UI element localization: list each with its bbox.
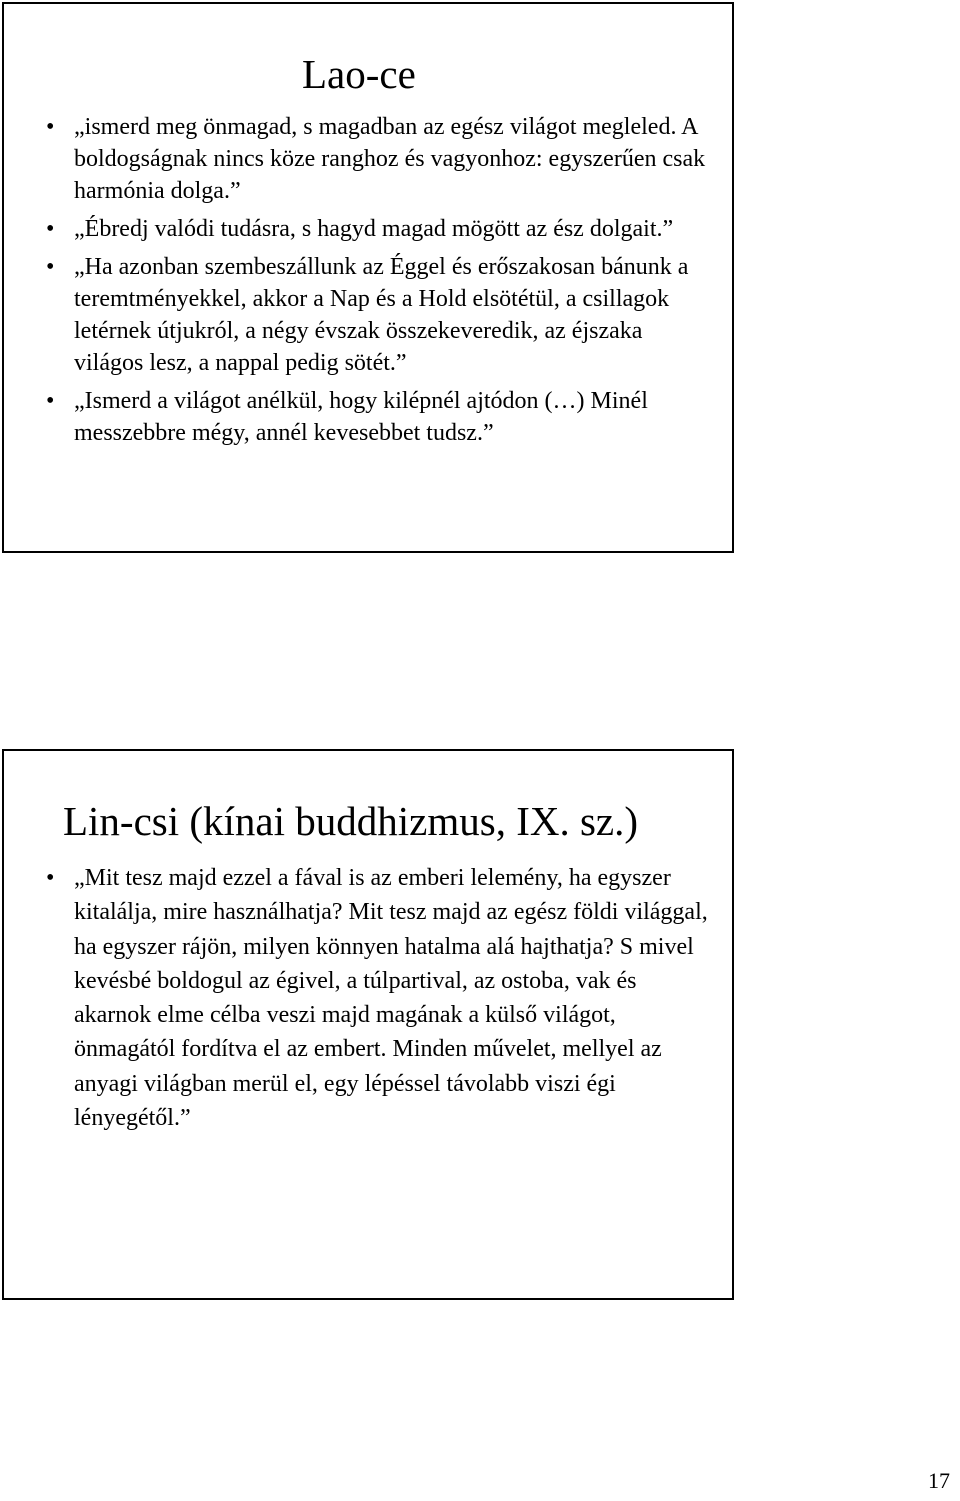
bullet-list	[74, 111, 714, 455]
page-number: 17	[928, 1468, 950, 1493]
bullet-item: • „ismerd meg önmagad, s magadban az egész világot megleled. A boldogságnak nincs köze ranghoz és vagyonhoz: egyszerűen csak harmónia dolga.”	[74, 111, 714, 207]
slide-title: Lao-ce	[302, 51, 416, 97]
bullet-item: • „Mit tesz majd ezzel a fával is az emberi lelemény, ha egyszer kitalálja, mire használhatja? Mit tesz majd az egész földi világgal, ha egyszer rájön, milyen könnyen hatalma alá hajthatja? S mivel kevésbé boldogul az égivel, a túlpartival, az ostoba, vak és akarnok elme célba veszi majd magának a külső világot, önmagától fordítva el az embert. Minden művelet, mellyel az anyagi világban merül el, egy lépéssel távolabb viszi égi lényegétől.”	[74, 861, 714, 1135]
slide-title: Lin-csi (kínai buddhizmus, IX. sz.)	[63, 798, 639, 844]
slide-lin-csi	[2, 749, 734, 1300]
bullet-item: • „Ismerd a világot anélkül, hogy kilépnél ajtódon (…) Minél messzebbre mégy, annél kevesebbet tudsz.”	[74, 385, 714, 449]
bullet-item: • „Ha azonban szembeszállunk az Éggel és erőszakosan bánunk a teremtményekkel, akkor a Nap és a Hold elsötétül, a csillagok letérnek útjukról, a négy évszak összekeveredik, az éjszaka világos lesz, a nappal pedig sötét.”	[74, 251, 714, 379]
slide-lao-ce	[2, 2, 734, 553]
bullet-list	[74, 861, 714, 1141]
bullet-item: • „Ébredj valódi tudásra, s hagyd magad mögött az ész dolgait.”	[74, 213, 714, 245]
